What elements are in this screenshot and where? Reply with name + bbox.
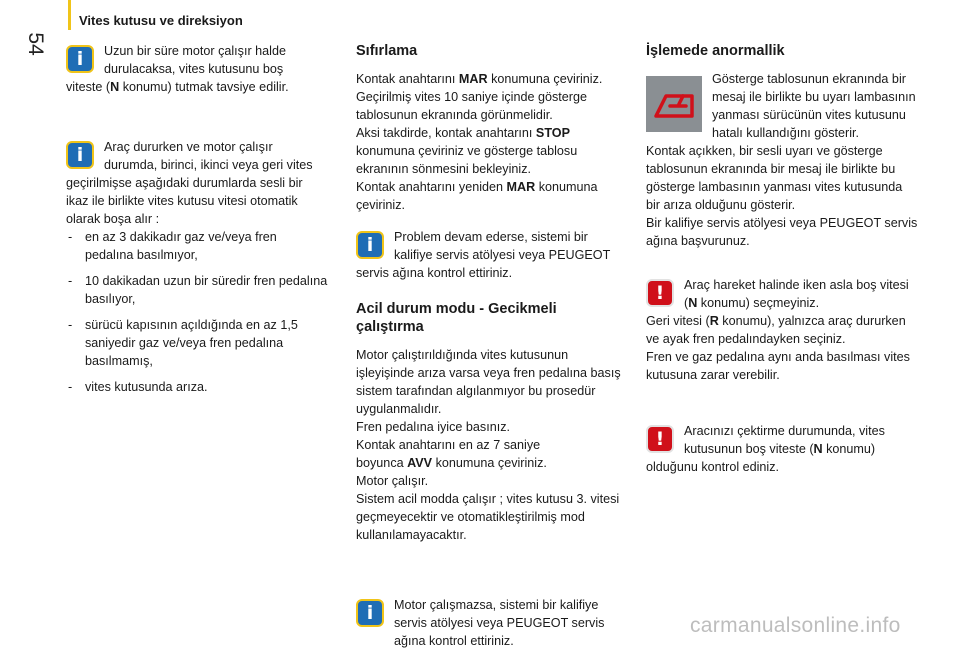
emergency-text: Sistem acil modda çalışır ; vites kutusu 3. vitesi geçmeyecektir ve otomatikleştirilmiş mod kullanılamayacaktır. <box>356 492 620 542</box>
warning-note-neutral <box>646 276 918 384</box>
note-lead: Araç dururken ve motor çalışır durumda, birinci, ikinci veya geri vites <box>104 140 313 172</box>
middle-column <box>356 42 628 650</box>
anomaly-heading: İşlemede anormallik <box>646 43 785 59</box>
emergency-text: Motor çalıştırıldığında vites kutusunun işleyişinde arıza varsa veya fren pedalına basış sistem tarafından algılanmıyor bu prosedür uygulanmalıdır. <box>356 348 621 416</box>
gearbox-warning-lamp-icon <box>646 76 702 132</box>
reset-step: Geçirilmiş vites 10 saniye içinde gösterge tablosunun ekranında görünmelidir. <box>356 90 587 122</box>
emergency-text: boyunca AVV konumuna çeviriniz. <box>356 456 547 470</box>
list-item: - vites kutusunda arıza. <box>66 378 328 396</box>
emergency-text: Kontak anahtarını en az 7 saniye <box>356 438 541 452</box>
emergency-text: Motor çalışır. <box>356 474 429 488</box>
info-note-auto-neutral <box>66 138 328 396</box>
info-icon: i <box>356 231 384 259</box>
reset-step: Kontak anahtarını MAR konumuna çeviriniz. <box>356 72 603 86</box>
note-lead: Araç hareket halinde iken asla boş vitesi (N konumu) seçmeyiniz. <box>684 278 909 310</box>
info-note-problem <box>356 228 628 282</box>
watermark: carmanualsonline.info <box>690 614 901 637</box>
right-column <box>646 42 918 476</box>
emergency-heading: Acil durum modu - Gecikmeli çalıştırma <box>356 301 557 335</box>
reset-step: Aksi takdirde, kontak anahtarını STOP konumuna çeviriniz ve gösterge tablosu ekranının sönmesini bekleyiniz. <box>356 126 578 176</box>
note-line: viteste (N konumu) tutmak tavsiye edilir. <box>66 80 289 94</box>
condition-list <box>66 228 328 396</box>
anomaly-text: Bir kalifiye servis atölyesi veya PEUGEOT servis ağına başvurunuz. <box>646 216 918 248</box>
info-icon: i <box>66 141 94 169</box>
lamp-block <box>646 70 918 142</box>
note-body: Geri vitesi (R konumu), yalnızca araç dururken ve ayak fren pedalındayken seçiniz. <box>646 314 906 346</box>
note-body: geçirilmişse aşağıdaki durumlarda sesli bir ikaz ile birlikte vites kutusu vitesi otomatik olarak boşa alır : <box>66 176 303 226</box>
section-title: Vites kutusu ve direksiyon <box>79 13 243 28</box>
emergency-text: Fren pedalına iyice basınız. <box>356 420 511 434</box>
list-item: - en az 3 dakikadır gaz ve/veya fren pedalına basılmıyor, <box>66 228 328 264</box>
exclamation-icon: ! <box>646 425 674 453</box>
left-column <box>66 42 328 404</box>
info-icon: i <box>356 599 384 627</box>
info-note-engine <box>356 596 628 650</box>
page-number: 54 <box>24 32 47 56</box>
header-accent-bar <box>68 0 71 30</box>
anomaly-text: Kontak açıkken, bir sesli uyarı ve gösterge tablosunun ekranında bir mesaj ile birlikte bu gösterge lambasının yanması vites kutusunda bir arıza olduğunu gösterir. <box>646 144 903 212</box>
note-body: servis ağına kontrol ettiriniz. <box>356 266 513 280</box>
reset-step: Kontak anahtarını yeniden MAR konumuna çeviriniz. <box>356 180 598 212</box>
info-icon: i <box>66 45 94 73</box>
warning-note-towing <box>646 422 918 476</box>
note-lead: Motor çalışmazsa, sistemi bir kalifiye servis atölyesi veya PEUGEOT servis ağına kontrol ettiriniz. <box>394 598 605 648</box>
note-body: Fren ve gaz pedalına aynı anda basılması vites kutusuna zarar verebilir. <box>646 350 910 382</box>
info-note-neutral <box>66 42 328 96</box>
note-lead: Problem devam ederse, sistemi bir kalifiye servis atölyesi veya PEUGEOT <box>394 230 611 262</box>
lamp-description: Gösterge tablosunun ekranında bir mesaj ile birlikte bu uyarı lambasının yanması sürücünün vites kutusunu hatalı kullandığını gösterir. <box>712 72 916 140</box>
exclamation-icon: ! <box>646 279 674 307</box>
reset-heading: Sıfırlama <box>356 43 418 59</box>
note-body: olduğunu kontrol ediniz. <box>646 460 780 474</box>
list-item: - 10 dakikadan uzun bir süredir fren pedalına basılıyor, <box>66 272 328 308</box>
list-item: - sürücü kapısının açıldığında en az 1,5 saniyedir gaz ve/veya fren pedalına basılmamış, <box>66 316 328 370</box>
note-lead: Uzun bir süre motor çalışır halde durulacaksa, vites kutusunu boş <box>104 44 286 76</box>
note-lead: Aracınızı çektirme durumunda, vites kutusunun boş viteste (N konumu) <box>684 424 885 456</box>
